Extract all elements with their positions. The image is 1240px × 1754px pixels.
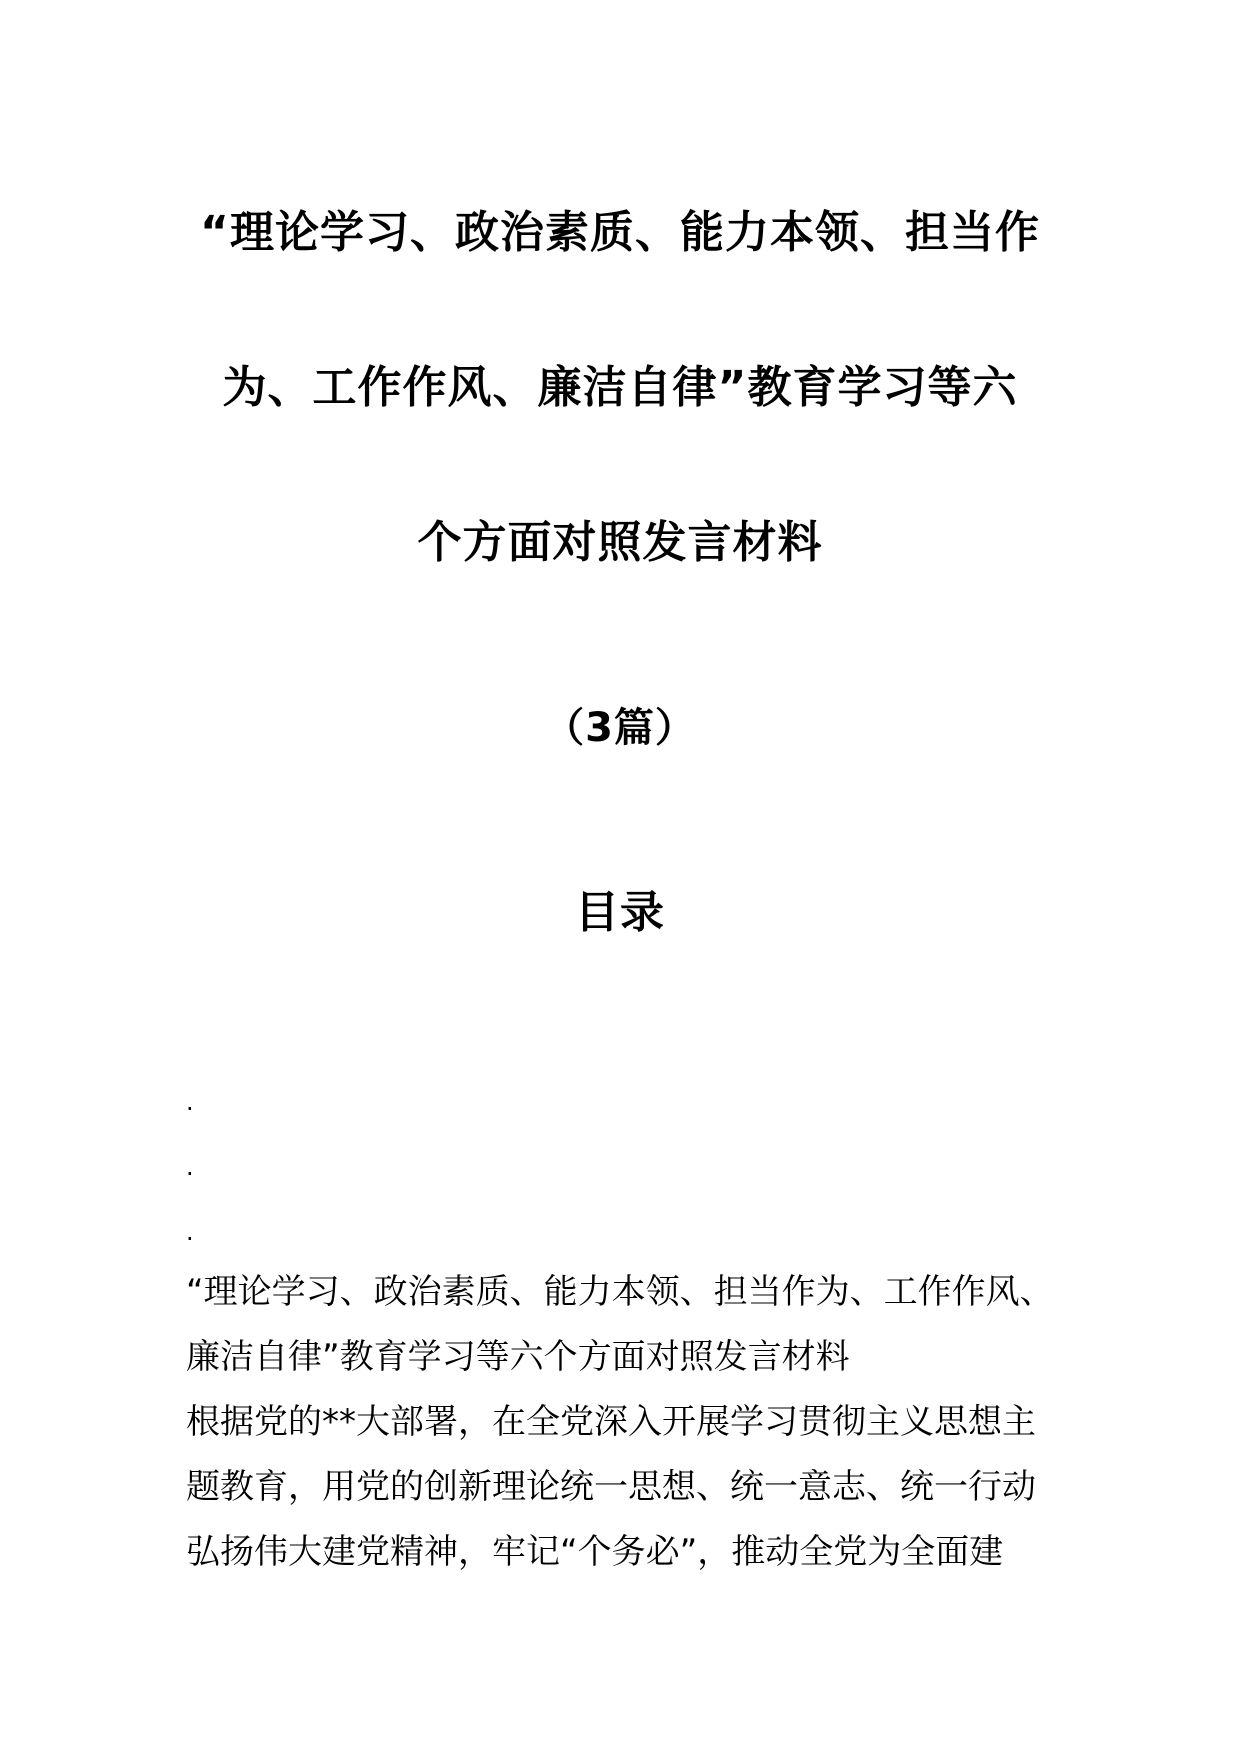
toc-marker: . <box>186 1218 194 1246</box>
body-line: 根据党的**大部署，在全党深入开展学习贯彻主义思想主 <box>186 1402 1036 1442</box>
document-title-line-3: 个方面对照发言材料 <box>417 517 823 568</box>
toc-marker: . <box>186 1088 194 1116</box>
toc-heading: 目录 <box>575 887 665 938</box>
document-title-line-1: “理论学习、政治素质、能力本领、担当作 <box>200 207 1040 258</box>
article-count-label: （3篇） <box>544 705 696 751</box>
body-line: 廉洁自律”教育学习等六个方面对照发言材料 <box>186 1337 850 1377</box>
toc-marker: . <box>186 1153 194 1181</box>
document-title-line-2: 为、工作作风、廉洁自律”教育学习等六 <box>222 362 1018 413</box>
body-line: 弘扬伟大建党精神，牢记“个务必”，推动全党为全面建 <box>186 1532 1004 1572</box>
body-line: 题教育，用党的创新理论统一思想、统一意志、统一行动 <box>186 1467 1036 1507</box>
body-line: “理论学习、政治素质、能力本领、担当作为、工作作风、 <box>186 1272 1054 1312</box>
